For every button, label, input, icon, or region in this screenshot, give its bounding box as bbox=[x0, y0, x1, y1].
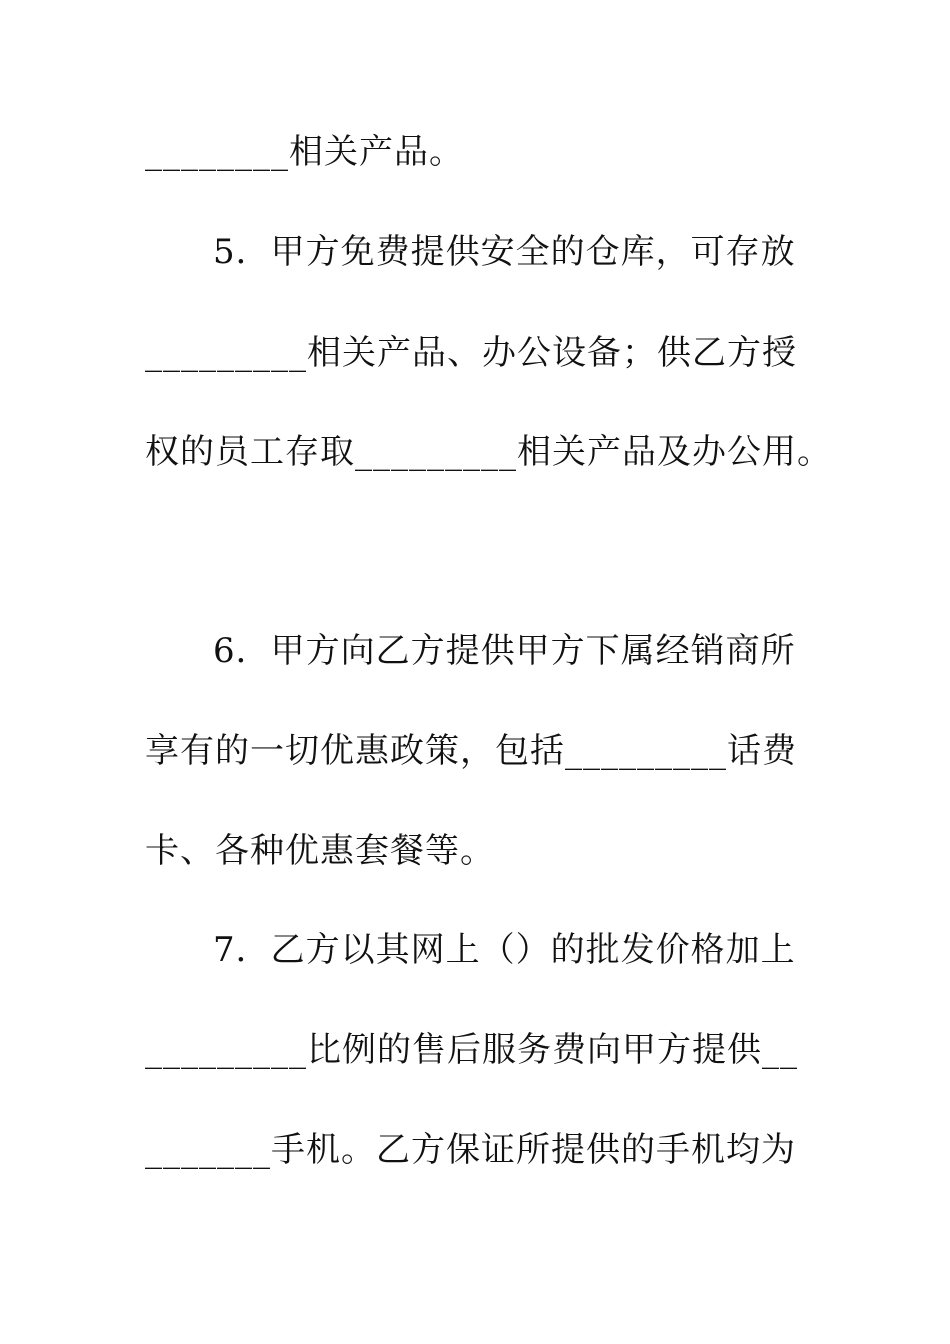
clause-7-line-1: 7．乙方以其网上（）的批发价格加上 bbox=[213, 930, 796, 970]
clause-6-line-3: 卡、各种优惠套餐等。 bbox=[145, 831, 495, 871]
clause-5-line-1: 5．甲方免费提供安全的仓库，可存放 bbox=[213, 232, 796, 272]
clause-7-line-3: _______手机。乙方保证所提供的手机均为 bbox=[145, 1130, 796, 1170]
clause-6-line-2: 享有的一切优惠政策，包括_________话费 bbox=[145, 731, 797, 771]
clause-6-line-1: 6．甲方向乙方提供甲方下属经销商所 bbox=[213, 631, 796, 671]
text-line-1: ________相关产品。 bbox=[145, 132, 464, 172]
clause-5-line-2: _________相关产品、办公设备；供乙方授 bbox=[145, 333, 797, 373]
clause-5-line-3: 权的员工存取_________相关产品及办公用。 bbox=[145, 432, 832, 472]
clause-7-line-2: _________比例的售后服务费向甲方提供__ bbox=[145, 1030, 798, 1070]
